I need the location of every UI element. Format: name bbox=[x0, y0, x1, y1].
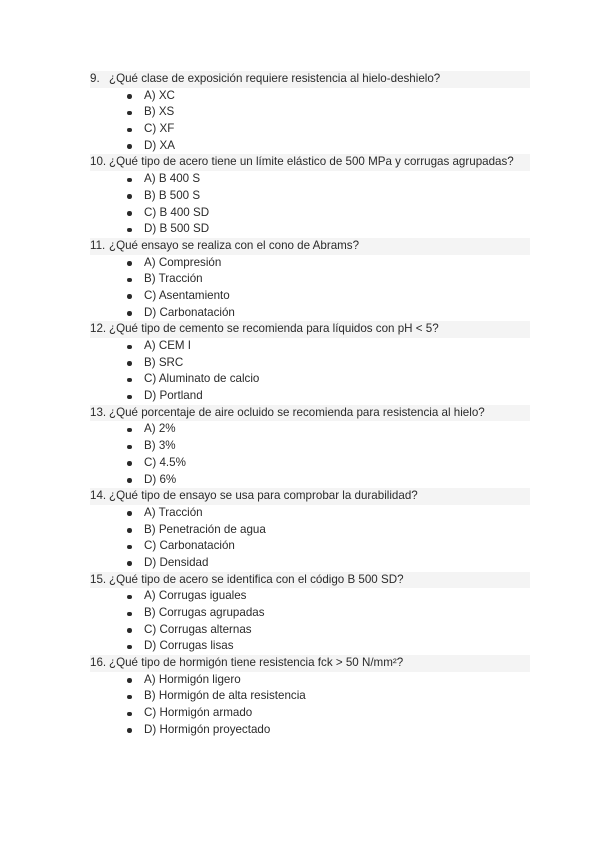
option-list bbox=[90, 505, 530, 572]
option-label: B) Corrugas agrupadas bbox=[144, 606, 265, 619]
option-label: B) 3% bbox=[144, 439, 176, 453]
option-label: A) Tracción bbox=[144, 505, 203, 519]
bullet-icon bbox=[127, 228, 132, 233]
bullet-icon bbox=[127, 445, 132, 450]
option-list bbox=[90, 88, 530, 155]
option-list bbox=[90, 588, 530, 655]
question-line bbox=[90, 71, 530, 88]
answer-option bbox=[90, 588, 530, 605]
option-label: C) XF bbox=[144, 122, 175, 136]
bullet-icon bbox=[127, 378, 132, 383]
bullet-icon bbox=[127, 728, 132, 733]
answer-option bbox=[90, 472, 530, 489]
answer-option bbox=[90, 555, 530, 572]
option-label: A) B 400 S bbox=[144, 172, 201, 186]
option-label: C) Hormigón armado bbox=[144, 706, 253, 720]
bullet-icon bbox=[127, 561, 132, 566]
option-label: C) Carbonatación bbox=[144, 539, 235, 553]
question-line bbox=[90, 488, 530, 505]
question-number: 14. bbox=[90, 489, 107, 503]
option-label: D) Densidad bbox=[144, 555, 209, 569]
question-number: 13. bbox=[90, 405, 107, 419]
bullet-icon bbox=[127, 261, 132, 266]
answer-option bbox=[90, 104, 530, 121]
question-item bbox=[90, 238, 530, 321]
answer-option bbox=[90, 88, 530, 105]
answer-option bbox=[90, 455, 530, 472]
question-number: 12. bbox=[90, 322, 107, 336]
question-item bbox=[90, 154, 530, 237]
answer-option bbox=[90, 622, 530, 639]
option-label: B) Penetración de agua bbox=[144, 522, 266, 536]
option-label: A) Compresión bbox=[144, 255, 222, 269]
question-item bbox=[90, 655, 530, 738]
question-item bbox=[90, 405, 530, 488]
question-number: 16. bbox=[90, 656, 107, 670]
answer-option bbox=[90, 705, 530, 722]
answer-option bbox=[90, 605, 530, 622]
option-label: B) XS bbox=[144, 105, 175, 119]
bullet-icon bbox=[127, 712, 132, 717]
answer-option bbox=[90, 722, 530, 739]
option-label: D) Portland bbox=[144, 389, 203, 403]
option-label: B) SRC bbox=[144, 355, 184, 369]
option-label: A) 2% bbox=[144, 422, 176, 436]
option-label: A) XC bbox=[144, 88, 175, 102]
option-label: C) Corrugas alternas bbox=[144, 622, 252, 636]
answer-option bbox=[90, 171, 530, 188]
bullet-icon bbox=[127, 294, 132, 299]
answer-option bbox=[90, 421, 530, 438]
answer-option bbox=[90, 672, 530, 689]
question-item bbox=[90, 488, 530, 571]
option-list bbox=[90, 338, 530, 405]
option-list bbox=[90, 421, 530, 488]
answer-option bbox=[90, 305, 530, 322]
bullet-icon bbox=[127, 612, 132, 617]
bullet-icon bbox=[127, 645, 132, 650]
question-text: ¿Qué ensayo se realiza con el cono de Abrams? bbox=[109, 238, 360, 252]
bullet-icon bbox=[127, 511, 132, 516]
option-label: C) 4.5% bbox=[144, 455, 186, 469]
bullet-icon bbox=[127, 678, 132, 683]
question-line bbox=[90, 154, 530, 171]
answer-option bbox=[90, 371, 530, 388]
question-line bbox=[90, 405, 530, 422]
answer-option bbox=[90, 255, 530, 272]
answer-option bbox=[90, 221, 530, 238]
option-label: C) Asentamiento bbox=[144, 288, 230, 302]
bullet-icon bbox=[127, 595, 132, 600]
option-label: B) Tracción bbox=[144, 272, 203, 286]
question-text: ¿Qué porcentaje de aire ocluido se recomienda para resistencia al hielo? bbox=[109, 405, 485, 419]
bullet-icon bbox=[127, 478, 132, 483]
bullet-icon bbox=[127, 111, 132, 116]
question-text: ¿Qué tipo de cemento se recomienda para líquidos con pH < 5? bbox=[109, 322, 439, 336]
option-label: C) Aluminato de calcio bbox=[144, 372, 260, 386]
option-list bbox=[90, 171, 530, 238]
option-label: B) B 500 S bbox=[144, 188, 201, 202]
bullet-icon bbox=[127, 194, 132, 199]
bullet-icon bbox=[127, 428, 132, 433]
bullet-icon bbox=[127, 211, 132, 216]
question-text: ¿Qué tipo de hormigón tiene resistencia fck > 50 N/mm²? bbox=[109, 656, 404, 670]
bullet-icon bbox=[127, 528, 132, 533]
bullet-icon bbox=[127, 128, 132, 133]
bullet-icon bbox=[127, 311, 132, 316]
answer-option bbox=[90, 638, 530, 655]
option-label: A) CEM I bbox=[144, 339, 192, 352]
question-item bbox=[90, 572, 530, 655]
answer-option bbox=[90, 522, 530, 539]
answer-option bbox=[90, 538, 530, 555]
answer-option bbox=[90, 505, 530, 522]
option-list bbox=[90, 672, 530, 739]
answer-option bbox=[90, 688, 530, 705]
option-label: D) Corrugas lisas bbox=[144, 639, 234, 653]
question-line bbox=[90, 238, 530, 255]
answer-option bbox=[90, 188, 530, 205]
question-text: ¿Qué clase de exposición requiere resistencia al hielo-deshielo? bbox=[109, 72, 441, 85]
option-label: A) Corrugas iguales bbox=[144, 589, 247, 603]
question-text: ¿Qué tipo de acero se identifica con el código B 500 SD? bbox=[109, 572, 404, 586]
bullet-icon bbox=[127, 144, 132, 149]
answer-option bbox=[90, 355, 530, 372]
question-text: ¿Qué tipo de ensayo se usa para comprobar la durabilidad? bbox=[109, 489, 418, 503]
option-label: D) 6% bbox=[144, 472, 177, 486]
bullet-icon bbox=[127, 178, 132, 183]
option-list bbox=[90, 255, 530, 322]
option-label: D) Carbonatación bbox=[144, 305, 235, 319]
answer-option bbox=[90, 271, 530, 288]
bullet-icon bbox=[127, 361, 132, 366]
answer-option bbox=[90, 288, 530, 305]
bullet-icon bbox=[127, 345, 132, 350]
question-list bbox=[90, 71, 530, 739]
question-number: 10. bbox=[90, 155, 107, 169]
option-label: D) XA bbox=[144, 138, 175, 152]
bullet-icon bbox=[127, 94, 132, 99]
bullet-icon bbox=[127, 545, 132, 550]
question-item bbox=[90, 321, 530, 404]
answer-option bbox=[90, 138, 530, 155]
answer-option bbox=[90, 438, 530, 455]
option-label: B) Hormigón de alta resistencia bbox=[144, 689, 306, 703]
option-label: D) Hormigón proyectado bbox=[144, 722, 271, 736]
bullet-icon bbox=[127, 695, 132, 700]
question-line bbox=[90, 321, 530, 338]
answer-option bbox=[90, 205, 530, 222]
question-number: 9. bbox=[90, 72, 100, 85]
answer-option bbox=[90, 388, 530, 405]
answer-option bbox=[90, 121, 530, 138]
question-line bbox=[90, 572, 530, 589]
question-number: 15. bbox=[90, 572, 107, 586]
bullet-icon bbox=[127, 278, 132, 283]
option-label: C) B 400 SD bbox=[144, 205, 210, 219]
answer-option bbox=[90, 338, 530, 355]
option-label: A) Hormigón ligero bbox=[144, 672, 241, 686]
question-text: ¿Qué tipo de acero tiene un límite elástico de 500 MPa y corrugas agrupadas? bbox=[109, 155, 514, 169]
bullet-icon bbox=[127, 628, 132, 633]
question-number: 11. bbox=[90, 238, 106, 252]
option-label: D) B 500 SD bbox=[144, 222, 210, 236]
bullet-icon bbox=[127, 461, 132, 466]
bullet-icon bbox=[127, 395, 132, 400]
question-item bbox=[90, 71, 530, 154]
question-line bbox=[90, 655, 530, 672]
